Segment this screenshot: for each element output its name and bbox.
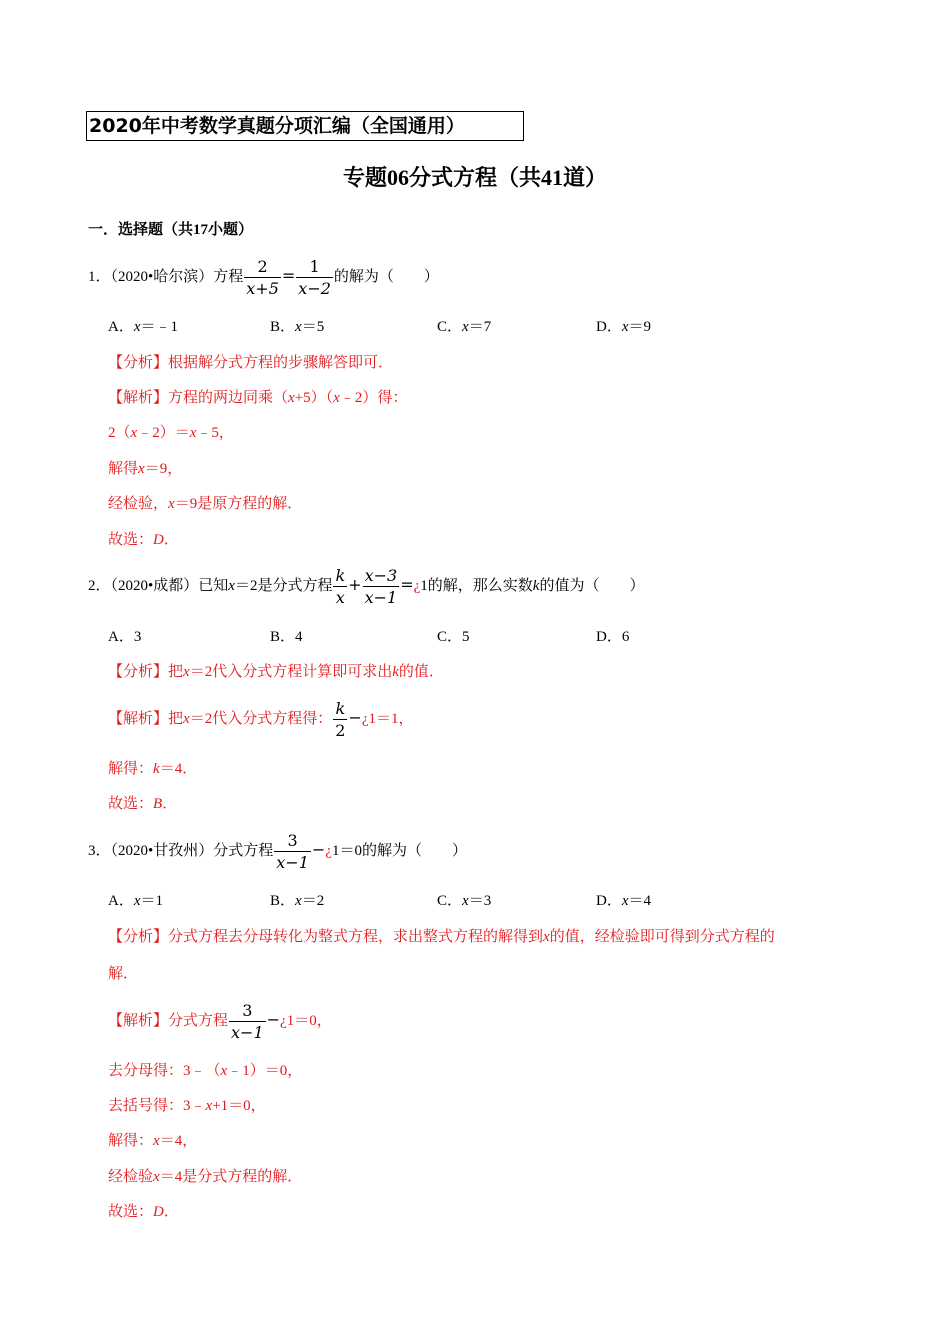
option-a[interactable]: A．3	[108, 629, 142, 645]
question-tail: 的解为（ ）	[333, 268, 439, 285]
answer: 故选：B．	[108, 796, 178, 812]
solution-step: 解得x＝9，	[108, 461, 183, 477]
question-2: 2．（2020•成都）已知x＝2是分式方程 $\frac{k}{x}$ + $\frac{x-3}{x-1}$ =¿1的解，那么实数k的值为（ ）	[88, 566, 645, 607]
solution: 【解析】把x＝2代入分式方程得： $\frac{k}{2}$ −¿1＝1，	[108, 699, 414, 740]
option-d[interactable]: D．x＝4	[596, 893, 652, 909]
question-3: 3．（2020•甘孜州）分式方程 $\frac{3}{x-1}$ −¿1＝0的解为（ ）	[88, 831, 467, 872]
analysis-continued: 解．	[108, 966, 139, 982]
analysis: 【分析】根据解分式方程的步骤解答即可．	[108, 355, 394, 371]
page-title: 专题06分式方程（共41道）	[342, 165, 607, 190]
fraction: $\frac{3}{x-1}$	[276, 831, 309, 872]
fraction: $\frac{k}{x}$	[335, 566, 346, 607]
option-b[interactable]: B．x＝5	[270, 319, 325, 335]
solution: 【解析】方程的两边同乘（x+5）（x﹣2）得：	[108, 390, 408, 406]
solution-step: 去分母得：3﹣（x﹣1）＝0，	[108, 1063, 303, 1079]
option-b[interactable]: B．x＝2	[270, 893, 325, 909]
question-number: 3．	[88, 842, 111, 859]
solution-step: 解得：k＝4．	[108, 761, 198, 777]
solution-step: 经检验x＝4是分式方程的解．	[108, 1169, 303, 1185]
option-a[interactable]: A．x＝﹣1	[108, 319, 179, 335]
answer: 故选：D．	[108, 1204, 179, 1220]
question-1	[88, 256, 439, 299]
equals-sign: =	[281, 265, 296, 285]
fraction: $\frac{1}{x-2}$	[298, 257, 331, 298]
solution-step: 经检验，x＝9是原方程的解．	[108, 496, 303, 512]
solution-step: 解得：x＝4，	[108, 1133, 198, 1149]
answer: 故选：D．	[108, 532, 179, 548]
option-d[interactable]: D．6	[596, 629, 630, 645]
fraction: $\frac{3}{x-1}$	[231, 1001, 264, 1042]
option-c[interactable]: C．x＝7	[437, 319, 492, 335]
option-a[interactable]: A．x＝1	[108, 893, 164, 909]
fraction: $\frac{2}{x+5}$	[246, 257, 279, 298]
solution-step: 2（x﹣2）＝x﹣5，	[108, 425, 234, 441]
option-c[interactable]: C．5	[437, 629, 470, 645]
question-number: 1．	[88, 268, 111, 285]
option-b[interactable]: B．4	[270, 629, 303, 645]
option-c[interactable]: C．x＝3	[437, 893, 492, 909]
analysis: 【分析】分式方程去分母转化为整式方程，求出整式方程的解得到x的值，经检验即可得到分式方程的	[108, 929, 775, 945]
analysis: 【分析】把x＝2代入分式方程计算即可求出k的值．	[108, 664, 444, 680]
solution: 【解析】分式方程 $\frac{3}{x-1}$ −¿1＝0，	[108, 1001, 332, 1042]
collection-title-box: 2020年中考数学真题分项汇编（全国通用）	[86, 111, 524, 141]
question-number: 2．	[88, 577, 111, 594]
fraction: $\frac{x-3}{x-1}$	[364, 566, 398, 607]
option-d[interactable]: D．x＝9	[596, 319, 652, 335]
question-source: （2020•哈尔滨）方程	[110, 268, 244, 285]
fraction: $\frac{k}{2}$	[335, 699, 346, 740]
section-heading: 一．选择题（共17小题）	[88, 222, 254, 238]
solution-step: 去括号得：3﹣x+1＝0，	[108, 1098, 266, 1114]
